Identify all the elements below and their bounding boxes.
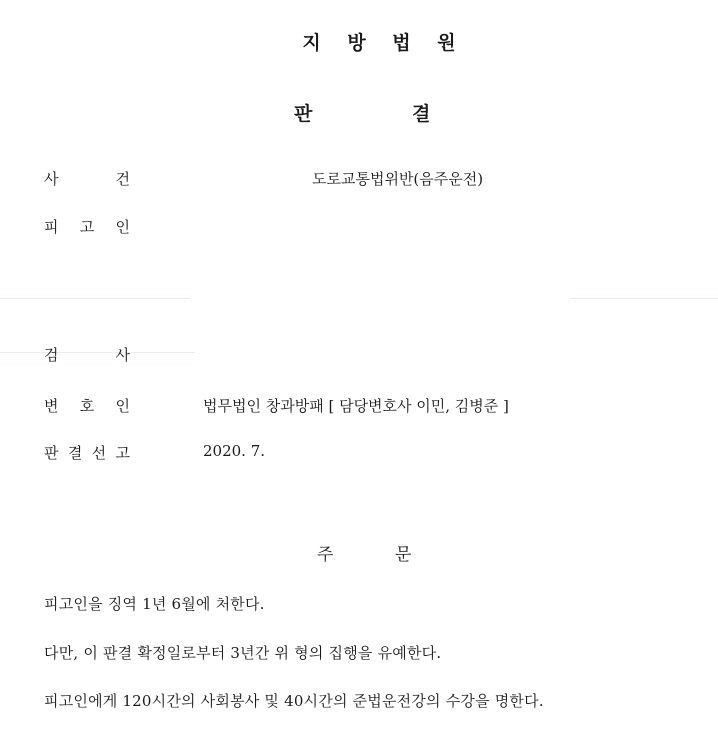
label-char: 호 xyxy=(79,397,95,415)
sentencing-row xyxy=(0,442,718,470)
document-title-left: 판 xyxy=(294,103,313,125)
order-section-title xyxy=(0,540,718,566)
order-line: 피고인을 징역 1년 6월에 처한다. xyxy=(44,595,265,613)
prosecutor-row xyxy=(0,344,718,372)
label-char: 변 xyxy=(44,397,59,415)
prosecutor-label xyxy=(44,344,130,365)
order-line: 다만, 이 판결 확정일로부터 3년간 위 형의 집행을 유예한다. xyxy=(44,644,442,662)
attorney-label xyxy=(44,395,130,416)
court-name: 지 방 법 원 xyxy=(302,32,466,54)
defendant-label xyxy=(44,216,130,237)
document-title xyxy=(0,99,718,129)
document-title-right: 결 xyxy=(412,103,431,125)
label-char: 건 xyxy=(115,170,130,188)
attorney-value: 법무법인 창과방패 [ 담당변호사 이민, 김병준 ] xyxy=(203,397,509,415)
scan-mark xyxy=(570,298,718,299)
order-title-left: 주 xyxy=(317,545,334,565)
sentencing-value: 2020. 7. xyxy=(203,442,266,460)
label-char: 고 xyxy=(115,444,130,462)
label-char: 사 xyxy=(44,170,59,188)
label-char: 결 xyxy=(67,444,83,462)
attorney-row xyxy=(0,395,718,423)
label-char: 피 xyxy=(44,218,59,236)
label-char: 사 xyxy=(115,346,130,364)
order-title-right: 문 xyxy=(395,545,412,565)
order-line: 피고인에게 120시간의 사회봉사 및 40시간의 준법운전강의 수강을 명한다. xyxy=(44,692,544,710)
label-char: 인 xyxy=(115,218,130,236)
defendant-row xyxy=(0,216,718,244)
label-char: 검 xyxy=(44,346,59,364)
case-row xyxy=(0,168,718,196)
label-char: 인 xyxy=(115,397,130,415)
label-char: 선 xyxy=(91,444,107,462)
case-value: 도로교통법위반(음주운전) xyxy=(312,170,484,188)
label-char: 판 xyxy=(44,444,59,462)
sentencing-label xyxy=(44,442,130,463)
label-char: 고 xyxy=(79,218,95,236)
scan-mark xyxy=(0,298,190,299)
case-label xyxy=(44,168,130,189)
